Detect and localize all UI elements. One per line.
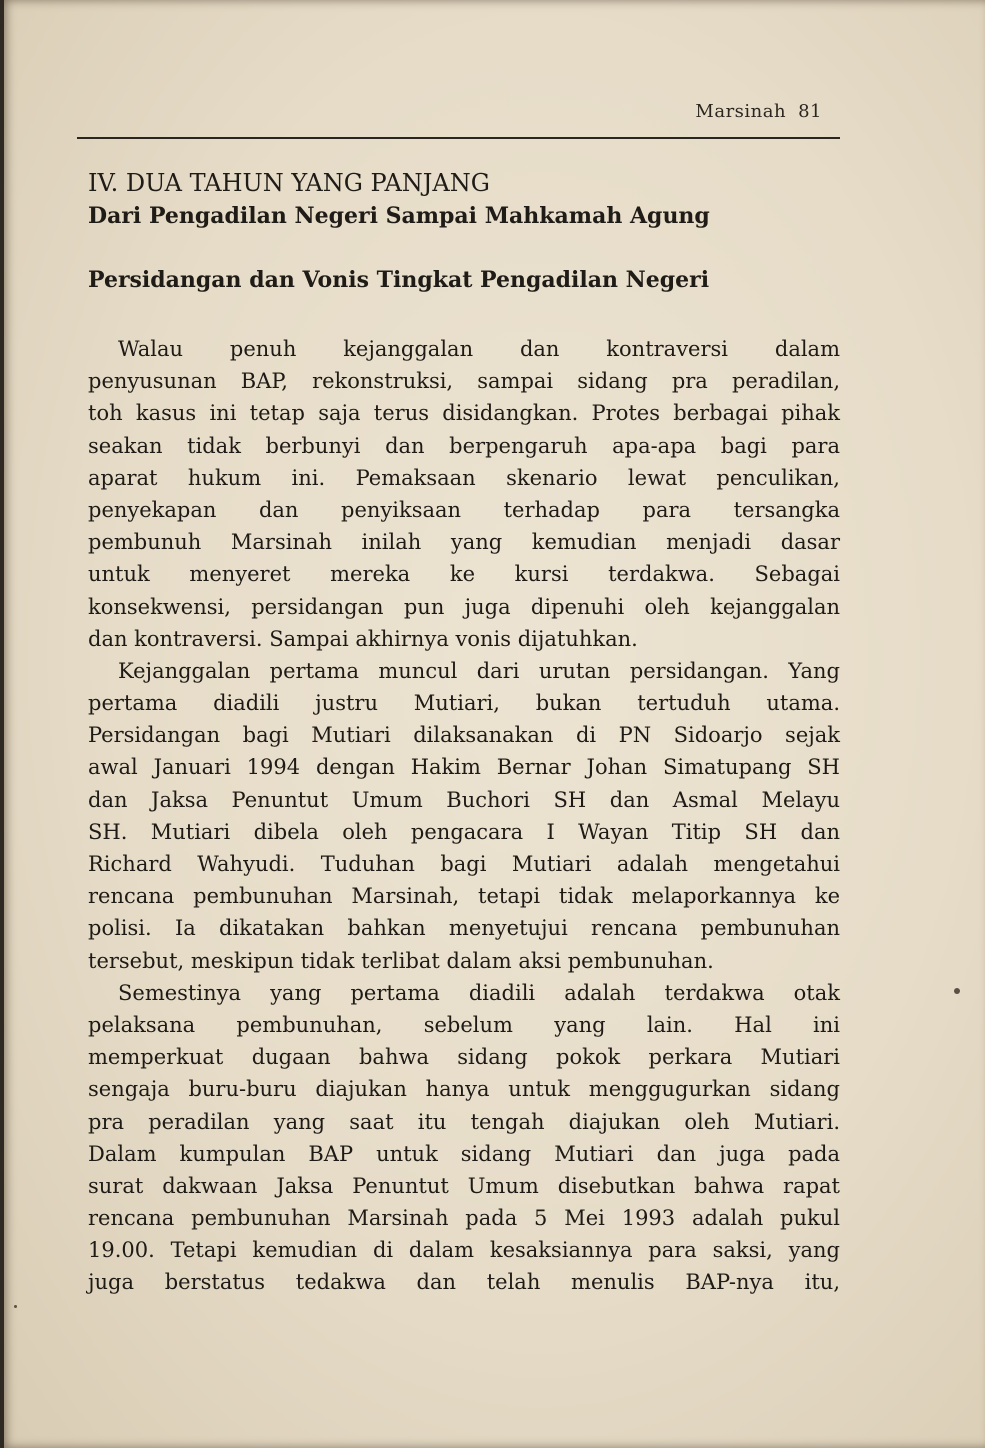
text-line: Richard Wahyudi. Tuduhan bagi Mutiari adalah mengetahui (88, 852, 840, 876)
text-line: Dalam kumpulan BAP untuk sidang Mutiari dan juga pada (88, 1141, 840, 1166)
chapter-title: IV. DUA TAHUN YANG PANJANG (88, 169, 490, 197)
text-line: pembunuh Marsinah inilah yang kemudian menjadi dasar (88, 530, 840, 555)
body-text (88, 333, 840, 1299)
page-left-edge (0, 0, 4, 1448)
text-line: Persidangan bagi Mutiari dilaksanakan di PN Sidoarjo sejak (88, 723, 840, 748)
text-line: 19.00. Tetapi kemudian di dalam kesaksiannya para saksi, yang (88, 1238, 840, 1263)
text-line: sengaja buru-buru diajukan hanya untuk menggugurkan sidang (88, 1077, 840, 1102)
running-head-title: Marsinah (695, 101, 787, 122)
text-line: SH. Mutiari dibela oleh pengacara I Wayan Titip SH dan (88, 819, 840, 844)
text-line: dan kontraversi. Sampai akhirnya vonis dijatuhkan. (88, 626, 638, 651)
text-line: dan Jaksa Penuntut Umum Buchori SH dan Asmal Melayu (88, 787, 840, 812)
text-line: toh kasus ini tetap saja terus disidangkan. Protes berbagai pihak (88, 401, 840, 426)
text-line: untuk menyeret mereka ke kursi terdakwa. Sebagai (88, 562, 840, 587)
text-line: penyekapan dan penyiksaan terhadap para tersangka (88, 497, 840, 522)
text-line: Walau penuh kejanggalan dan kontraversi dalam (118, 337, 840, 361)
text-line: polisi. Ia dikatakan bahkan menyetujui rencana pembunuhan (88, 916, 840, 941)
text-line: aparat hukum ini. Pemaksaan skenario lewat penculikan, (88, 465, 840, 490)
text-line: Kejanggalan pertama muncul dari urutan persidangan. Yang (118, 658, 840, 683)
text-line: tersebut, meskipun tidak terlibat dalam aksi pembunuhan. (88, 948, 714, 973)
text-line: surat dakwaan Jaksa Penuntut Umum disebutkan bahwa rapat (88, 1173, 840, 1198)
text-line: pertama diadili justru Mutiari, bukan tertuduh utama. (88, 691, 840, 716)
running-head (695, 101, 822, 122)
text-line: konsekwensi, persidangan pun juga dipenuhi oleh kejanggalan (88, 594, 840, 619)
text-line: awal Januari 1994 dengan Hakim Bernar Johan Simatupang SH (88, 755, 840, 780)
text-line: seakan tidak berbunyi dan berpengaruh apa-apa bagi para (88, 433, 840, 458)
text-line: penyusunan BAP, rekonstruksi, sampai sidang pra peradilan, (88, 369, 840, 394)
text-line: pelaksana pembunuhan, sebelum yang lain. Hal ini (88, 1012, 840, 1037)
paper-speck (14, 1305, 17, 1308)
text-line: pra peradilan yang saat itu tengah diajukan oleh Mutiari. (88, 1109, 840, 1134)
text-line: memperkuat dugaan bahwa sidang pokok perkara Mutiari (88, 1045, 840, 1070)
page-number: 81 (798, 101, 822, 122)
text-line: rencana pembunuhan Marsinah, tetapi tidak melaporkannya ke (88, 884, 840, 909)
chapter-subtitle: Dari Pengadilan Negeri Sampai Mahkamah Agung (88, 203, 710, 229)
section-heading: Persidangan dan Vonis Tingkat Pengadilan Negeri (88, 267, 710, 293)
text-line: rencana pembunuhan Marsinah pada 5 Mei 1993 adalah pukul (88, 1206, 840, 1231)
text-line: juga berstatus tedakwa dan telah menulis BAP-nya itu, (88, 1270, 840, 1295)
header-rule (77, 137, 840, 139)
paper-speck (954, 988, 960, 994)
text-line: Semestinya yang pertama diadili adalah terdakwa otak (118, 980, 840, 1005)
